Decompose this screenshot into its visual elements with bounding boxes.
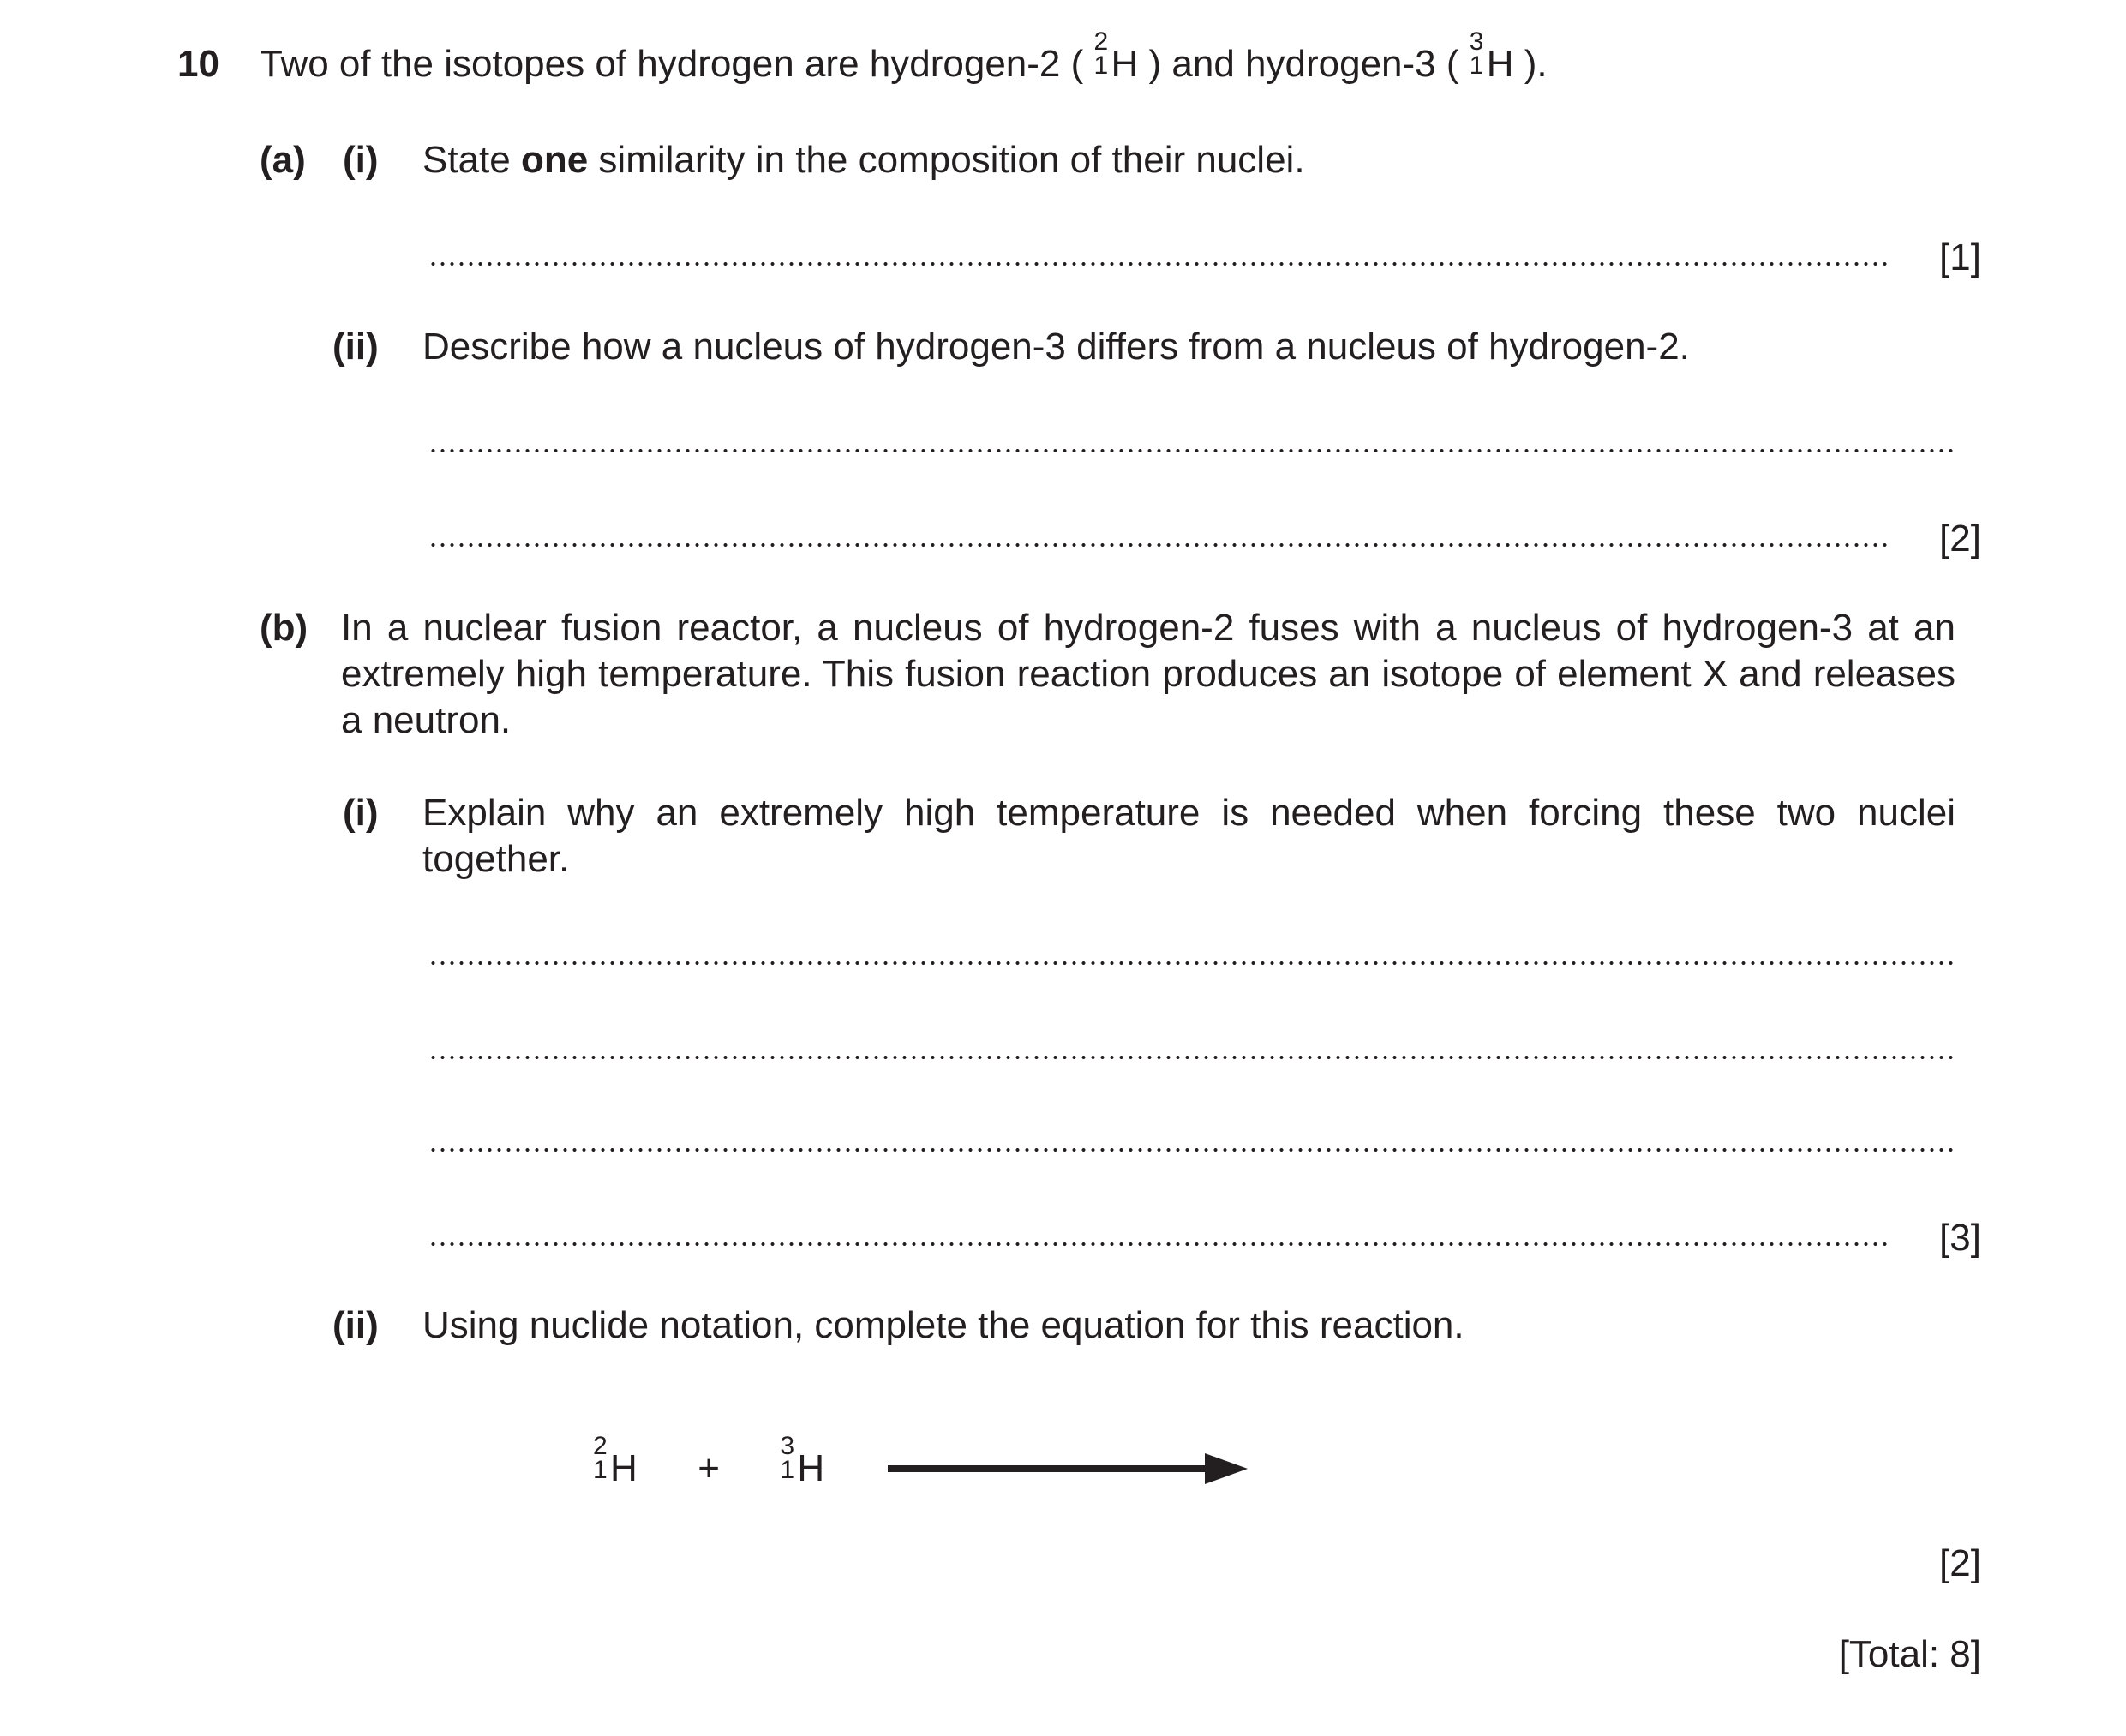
answer-line-a-ii-2[interactable]	[428, 543, 1889, 547]
mark-a-ii: [2]	[1939, 518, 1981, 560]
answer-line-a-ii-1[interactable]	[428, 449, 1955, 452]
atomic-number: 1	[1093, 51, 1109, 80]
nuclide-h3	[1469, 27, 1514, 87]
mass-number: 3	[1469, 27, 1484, 56]
reaction-arrow-icon	[888, 1446, 1256, 1491]
part-a-i-label: (i)	[343, 139, 379, 181]
part-a-ii-label: (ii)	[332, 326, 379, 368]
intro-text-1: Two of the isotopes of hydrogen are hydrogen-2 (	[260, 43, 1084, 85]
part-b-ii-question: Using nuclide notation, complete the equation for this reaction.	[422, 1304, 1464, 1346]
plus-sign: +	[698, 1447, 720, 1489]
part-a-label: (a)	[260, 139, 306, 181]
answer-line-b-i-4[interactable]	[428, 1242, 1889, 1246]
part-a-i-question	[422, 137, 1305, 183]
element-symbol: H	[797, 1447, 825, 1489]
answer-line-b-i-2[interactable]	[428, 1056, 1955, 1059]
question-intro	[260, 27, 1548, 87]
answer-line-b-i-1[interactable]	[428, 961, 1955, 965]
answer-line-a-i[interactable]	[428, 262, 1889, 266]
intro-text-2: ) and hydrogen-3 (	[1148, 43, 1459, 85]
mark-a-i: [1]	[1939, 236, 1981, 278]
mass-number: 2	[593, 1432, 608, 1460]
atomic-number: 1	[780, 1456, 795, 1484]
part-b-i-question: Explain why an extremely high temperature is needed when forcing these two nuclei together.	[422, 792, 1955, 880]
mark-b-ii: [2]	[1939, 1542, 1981, 1584]
total-marks: [Total: 8]	[1838, 1633, 1981, 1675]
atomic-number: 1	[1469, 51, 1484, 80]
question-number: 10	[177, 43, 219, 85]
part-b-intro: In a nuclear fusion reactor, a nucleus of hydrogen-2 fuses with a nucleus of hydrogen-3 at an extremely high temperature. This fusion reaction produces an isotope of element X and releases a neutron.	[341, 607, 1955, 741]
part-b-i-label: (i)	[343, 792, 379, 834]
question-text: State	[422, 139, 521, 181]
atomic-number: 1	[593, 1456, 608, 1484]
nuclide-h2	[1093, 27, 1139, 87]
answer-line-b-i-3[interactable]	[428, 1148, 1955, 1152]
element-symbol: H	[1111, 43, 1139, 85]
reactant-h3	[780, 1432, 825, 1492]
part-b-label: (b)	[260, 607, 308, 649]
part-a-ii-question: Describe how a nucleus of hydrogen-3 differs from a nucleus of hydrogen-2.	[422, 326, 1690, 368]
reaction-equation	[593, 1432, 825, 1492]
mass-number: 3	[780, 1432, 795, 1460]
emphasis-text: one	[520, 139, 589, 181]
mass-number: 2	[1093, 27, 1109, 56]
part-b-ii-label: (ii)	[332, 1304, 379, 1346]
question-text: similarity in the composition of their nuclei.	[588, 139, 1305, 181]
element-symbol: H	[610, 1447, 638, 1489]
intro-text-3: ).	[1524, 43, 1548, 85]
reactant-h2	[593, 1432, 638, 1492]
mark-b-i: [3]	[1939, 1217, 1981, 1259]
element-symbol: H	[1486, 43, 1514, 85]
